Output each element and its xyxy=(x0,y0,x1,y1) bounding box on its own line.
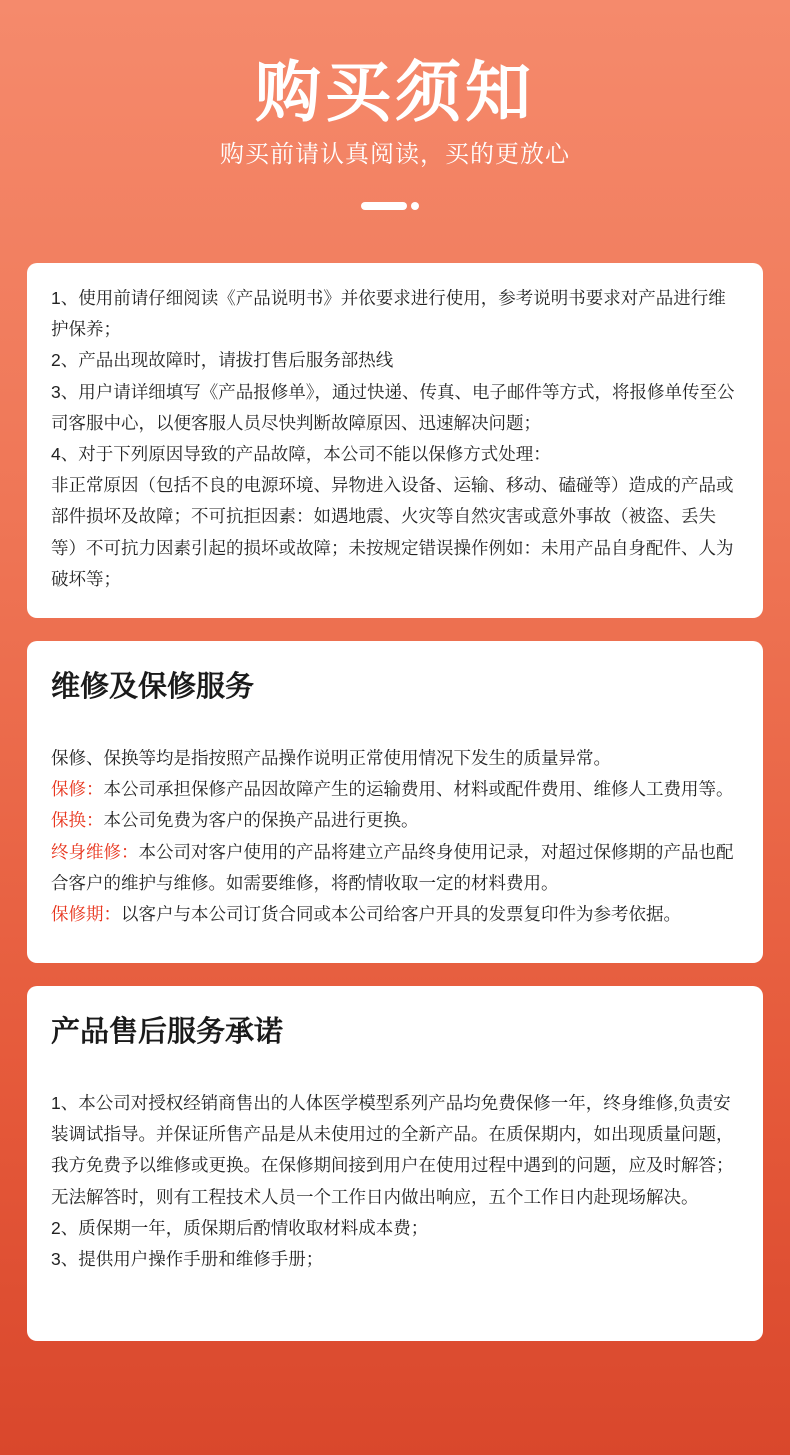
purchase-notice-card xyxy=(27,263,763,618)
promise-item-1: 1、本公司对授权经销商售出的人体医学模型系列产品均免费保修一年，终身维修,负责安装调试指导。并保证所售产品是从未使用过的全新产品。在质保期内，如出现质量问题，我方免费予以维修或更换。在保修期间接到用户在使用过程中遇到的问题，应及时解答；无法解答时，则有工程技术人员一个工作日内做出响应，五个工作日内赴现场解决。 xyxy=(51,1093,734,1207)
repair-item-text: 以客户与本公司订货合同或本公司给客户开具的发票复印件为参考依据。 xyxy=(121,904,681,925)
repair-item-lifetime xyxy=(51,837,739,899)
after-sales-promise-card xyxy=(27,986,763,1341)
notice-item-2: 2、产品出现故障时，请拔打售后服务部热线 xyxy=(51,350,394,371)
promise-item-3: 3、提供用户操作手册和维修手册； xyxy=(51,1249,324,1270)
repair-item-text: 本公司免费为客户的保换产品进行更换。 xyxy=(103,810,419,831)
page-subtitle: 购买前请认真阅读，买的更放心 xyxy=(220,141,570,168)
repair-item-period xyxy=(51,899,739,930)
hero-header xyxy=(0,0,790,240)
repair-section-title: 维修及保修服务 xyxy=(51,671,255,703)
repair-intro: 保修、保换等均是指按照产品操作说明正常使用情况下发生的质量异常。 xyxy=(51,748,611,768)
promise-item-2: 2、质保期一年，质保期后酌情收取材料成本费； xyxy=(51,1217,429,1238)
repair-item-text: 本公司承担保修产品因故障产生的运输费用、材料或配件费用、维修人工费用等。 xyxy=(103,779,734,800)
repair-item-text: 本公司对客户使用的产品将建立产品终身使用记录，对超过保修期的产品也配合客户的维护与维修。如需要维修，将酌情收取一定的材料费用。 xyxy=(51,841,734,893)
repair-service-card xyxy=(27,641,763,963)
notice-item-4: 4、对于下列原因导致的产品故障，本公司不能以保修方式处理： xyxy=(51,444,551,465)
page-title: 购买须知 xyxy=(255,55,535,129)
notice-item-1: 1、使用前请仔细阅读《产品说明书》并依要求进行使用，参考说明书要求对产品进行维护保养； xyxy=(51,288,726,340)
decorative-dash xyxy=(361,202,407,210)
decorative-dot xyxy=(411,202,419,210)
repair-item-exchange xyxy=(51,805,739,836)
notice-item-3: 3、用户请详细填写《产品报修单》，通过快递、传真、电子邮件等方式，将报修单传至公司客服中心，以便客服人员尽快判断故障原因、迅速解决问题； xyxy=(51,381,735,433)
repair-item-label: 终身维修： xyxy=(51,841,139,862)
promise-section-title: 产品售后服务承诺 xyxy=(51,1016,284,1048)
notice-item-4-detail: 非正常原因（包括不良的电源环境、异物进入设备、运输、移动、磕碰等）造成的产品或部件损坏及故障；不可抗拒因素：如遇地震、火灾等自然灾害或意外事故（被盗、丢失等）不可抗力因素引起的损坏或故障；未按规定错误操作例如：未用产品自身配件、人为破坏等； xyxy=(51,475,734,589)
repair-item-warranty xyxy=(51,774,739,805)
repair-item-label: 保换： xyxy=(51,810,104,831)
repair-item-label: 保修： xyxy=(51,779,104,800)
repair-item-label: 保修期： xyxy=(51,904,121,925)
